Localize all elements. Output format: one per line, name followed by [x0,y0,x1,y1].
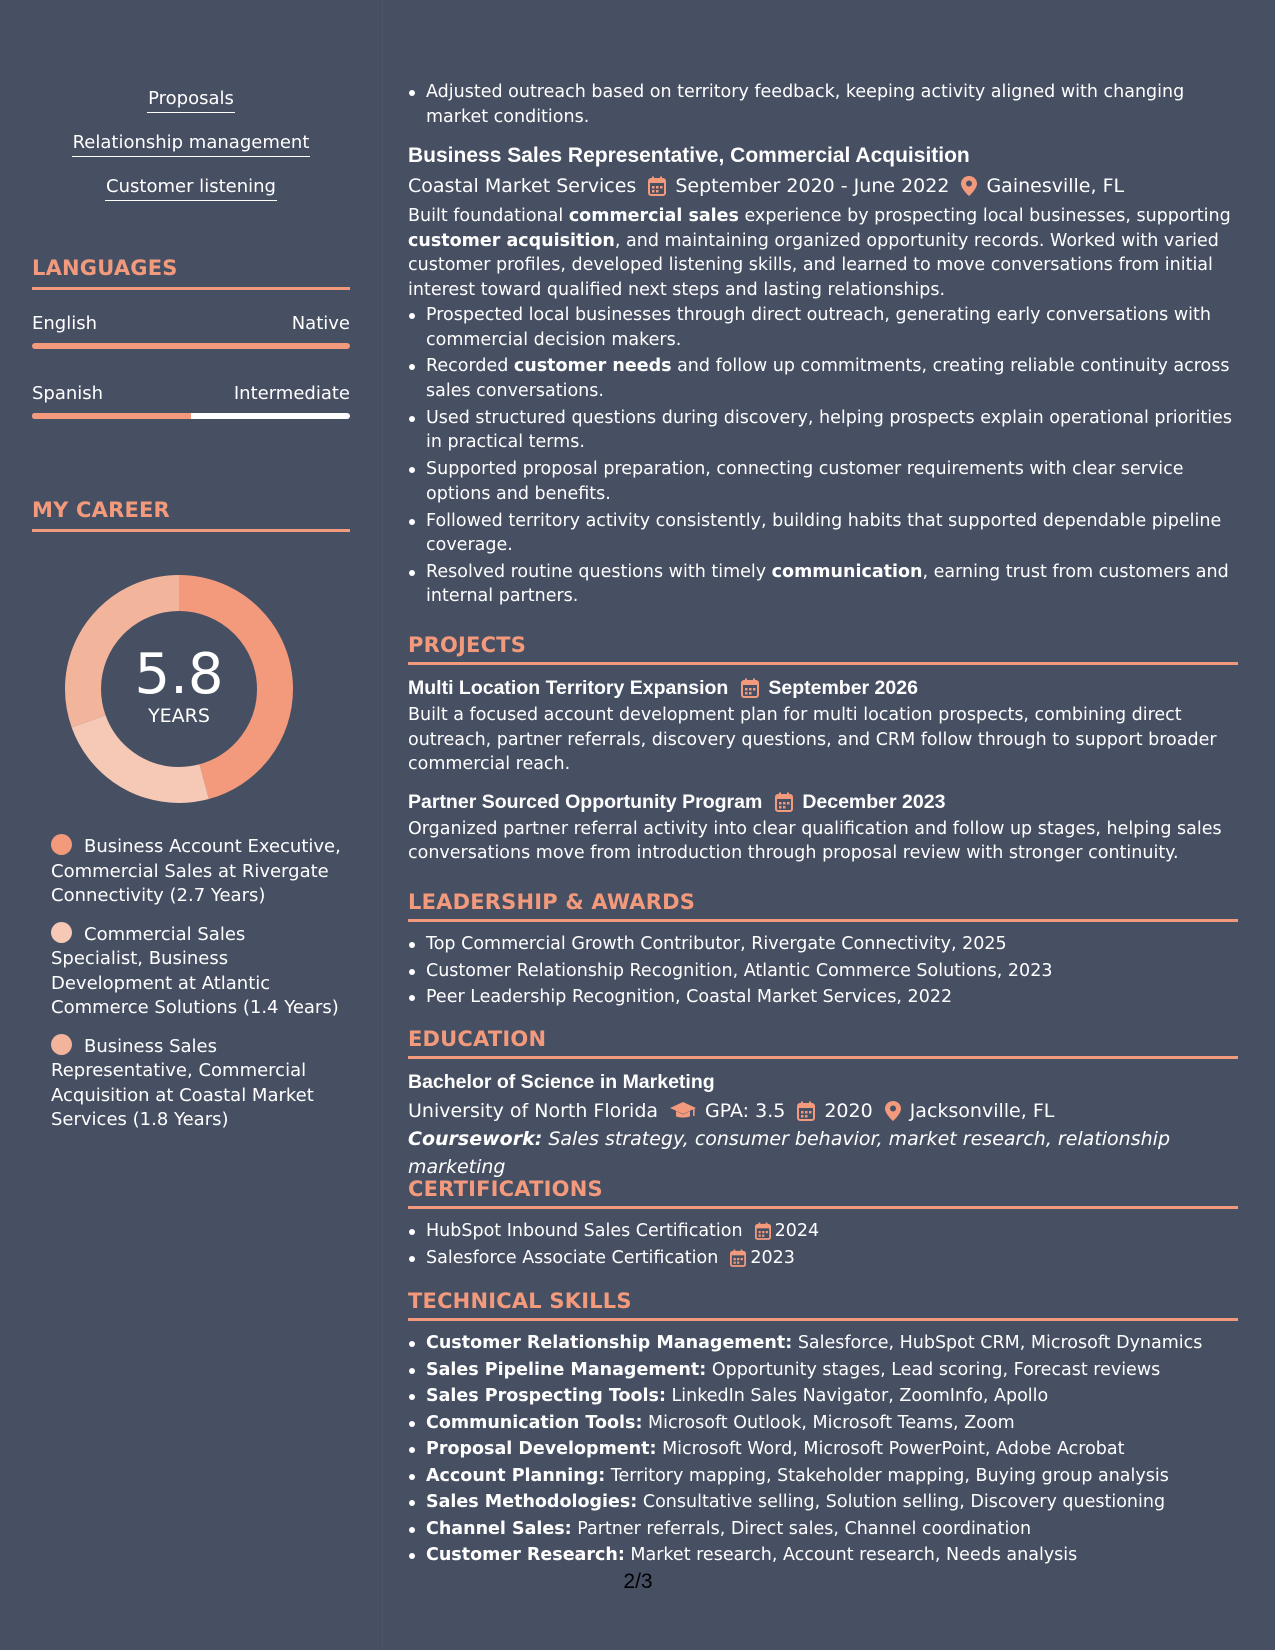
list-item [408,1437,1238,1462]
technical-skills-section [408,1289,1238,1570]
skill-category: Sales Pipeline Management: [426,1359,707,1380]
skill-values: Territory mapping, Stakeholder mapping, Buying group analysis [605,1465,1169,1486]
project-date: December 2023 [802,790,946,813]
bullet-bold: communication [771,561,923,582]
projects-section [408,633,1238,866]
skill-category: Customer Relationship Management: [426,1333,793,1353]
education-section [408,1027,1238,1181]
job-meta [408,172,1238,200]
career-legend-text: Business Account Executive, Commercial Sales at Rivergate Connectivity (2.7 Years) [51,836,341,906]
leadership-list [408,932,1238,1010]
certifications-heading: CERTIFICATIONS [408,1177,1238,1209]
legend-dot [51,834,72,855]
list-item [408,1464,1238,1489]
graduation-year: 2020 [824,1100,873,1122]
calendar-icon [741,678,759,698]
gpa: GPA: 3.5 [705,1100,786,1122]
certifications-section [408,1177,1238,1272]
career-legend-text: Commercial Sales Specialist, Business Development at Atlantic Commerce Solutions (1.4 Years) [51,923,339,1018]
language-proficiency-fill [32,413,191,419]
projects-heading: PROJECTS [408,633,1238,665]
project-title-row [408,675,1238,701]
job-bullets [408,303,1238,609]
language-english [32,312,350,349]
career-legend-item [51,1034,341,1133]
location-pin-icon [885,1101,901,1121]
sidebar [0,0,383,1650]
certification-year: 2024 [774,1221,820,1241]
language-name: Spanish [32,383,104,404]
project-title-row [408,789,1238,815]
project-description: Organized partner referral activity into clear qualification and follow up stages, helping sales conversations move from introduction through proposal review with stronger continuity. [408,818,1222,863]
skill-category: Communication Tools: [426,1412,643,1433]
skill-values: Consultative selling, Solution selling, Discovery questioning [637,1492,1166,1512]
school-name: University of North Florida [408,1100,659,1122]
company-name: Coastal Market Services [408,175,637,197]
skill-category: Customer Research: [426,1545,625,1565]
page-number: 2/3 [623,1570,653,1593]
skill-values: Market research, Account research, Needs analysis [624,1545,1078,1565]
job-summary [408,204,1238,302]
skill-category: Proposal Development: [426,1439,657,1459]
project-description: Built a focused account development plan for multi location prospects, combining direct outreach, partner referrals, discovery questions, and CRM follow through to support broader commercial reach. [408,705,1217,774]
list-item [408,1246,1238,1271]
language-name: English [32,313,97,334]
project-title: Partner Sourced Opportunity Program [408,790,763,813]
summary-text: experience by prospecting local businesses, supporting [738,206,1231,226]
list-item: Prospected local businesses through direct outreach, generating early conversations with commercial decision makers. [408,303,1238,352]
education-meta [408,1097,1238,1125]
summary-bold: commercial sales [568,206,739,226]
project-title: Multi Location Territory Expansion [408,677,729,699]
summary-text: Built foundational [408,206,569,226]
job-dates: September 2020 - June 2022 [675,175,950,197]
language-spanish [32,382,350,419]
bullet-bold: customer needs [513,356,672,377]
list-item [408,560,1238,609]
list-item: Peer Leadership Recognition, Coastal Market Services, 2022 [408,985,1238,1010]
degree-title: Bachelor of Science in Marketing [408,1071,715,1093]
career-legend [51,834,341,1146]
bullet-text: Resolved routine questions with timely [426,561,772,582]
technical-skills-heading: TECHNICAL SKILLS [408,1289,1238,1321]
education-heading: EDUCATION [408,1027,1238,1059]
list-item: Top Commercial Growth Contributor, Rivergate Connectivity, 2025 [408,932,1238,957]
summary-text: , and maintaining organized opportunity records. Worked with varied customer profiles, developed listening skills, and learned to move conversations from initial interest toward qualified next steps and lasting relationships. [408,230,1219,300]
career-donut-center [64,574,294,804]
language-proficiency-bar [32,413,350,419]
summary-bold: customer acquisition [408,230,615,251]
skill-values: Partner referrals, Direct sales, Channel coordination [571,1518,1032,1539]
legend-dot [51,922,72,943]
calendar-icon [775,792,793,812]
bullet-text: Recorded [426,356,514,377]
list-item [408,1490,1238,1515]
location-pin-icon [961,176,977,196]
languages-heading: LANGUAGES [32,256,350,290]
list-item: Used structured questions during discovery, helping prospects explain operational priorities in practical terms. [408,406,1238,455]
technical-skills-list [408,1331,1238,1568]
skill-item: Customer listening [105,174,277,201]
calendar-icon [730,1249,746,1267]
language-level: Native [291,313,350,334]
bullet-text: , earning trust from customers and internal partners. [426,561,1229,607]
skill-values: LinkedIn Sales Navigator, ZoomInfo, Apollo [665,1386,1049,1406]
skills-list [32,86,350,218]
list-item: Supported proposal preparation, connecting customer requirements with clear service options and benefits. [408,457,1238,506]
calendar-icon [755,1222,771,1240]
leadership-section [408,890,1238,1012]
language-proficiency-fill [32,343,350,349]
skill-values: Microsoft Outlook, Microsoft Teams, Zoom [642,1412,1015,1433]
list-item: Adjusted outreach based on territory feedback, keeping activity aligned with changing market conditions. [408,80,1238,129]
career-legend-text: Business Sales Representative, Commercial Acquisition at Coastal Market Services (1.8 Years) [51,1035,314,1130]
leadership-heading: LEADERSHIP & AWARDS [408,890,1238,922]
coursework [408,1125,1238,1181]
certification-name: HubSpot Inbound Sales Certification [426,1221,743,1241]
certification-name: Salesforce Associate Certification [426,1247,719,1268]
language-proficiency-bar [32,343,350,349]
experience-entry [408,142,1238,611]
career-years-unit: YEARS [148,705,210,727]
language-level: Intermediate [233,383,350,404]
job-title: Business Sales Representative, Commercial Acquisition [408,144,970,167]
list-item: Followed territory activity consistently, building habits that supported dependable pipeline coverage. [408,509,1238,558]
skill-category: Channel Sales: [426,1518,572,1539]
skill-values: Salesforce, HubSpot CRM, Microsoft Dynamics [792,1333,1203,1353]
career-legend-item [51,834,341,909]
certifications-list [408,1219,1238,1270]
certification-year: 2023 [750,1247,795,1268]
list-item [408,1517,1238,1542]
skill-category: Account Planning: [426,1465,606,1486]
calendar-icon [797,1101,815,1121]
career-legend-item [51,922,341,1021]
list-item [408,354,1238,403]
list-item [408,1358,1238,1383]
coursework-label: Coursework: [408,1128,543,1150]
list-item [408,1219,1238,1244]
skill-category: Sales Methodologies: [426,1492,638,1512]
graduation-cap-icon [670,1102,696,1120]
education-location: Jacksonville, FL [909,1100,1055,1122]
skill-category: Sales Prospecting Tools: [426,1386,666,1406]
previous-job-bullets [408,80,1238,131]
skill-item: Proposals [147,86,235,113]
list-item [408,1384,1238,1409]
career-total-years: 5.8 [134,642,224,707]
career-heading: MY CAREER [32,498,350,532]
career-donut-chart [64,574,294,804]
list-item [408,1543,1238,1568]
skill-values: Opportunity stages, Lead scoring, Forecast reviews [706,1359,1161,1380]
skill-item: Relationship management [72,130,311,157]
list-item: Customer Relationship Recognition, Atlantic Commerce Solutions, 2023 [408,959,1238,984]
project-date: September 2026 [768,677,918,699]
bullet-text: and follow up commitments, creating reliable continuity across sales conversations. [426,356,1230,401]
legend-dot [51,1034,72,1055]
list-item [408,1331,1238,1356]
list-item [408,1411,1238,1436]
coursework-text: Sales strategy, consumer behavior, market research, relationship marketing [408,1128,1170,1178]
job-location: Gainesville, FL [986,175,1125,197]
skill-values: Microsoft Word, Microsoft PowerPoint, Adobe Acrobat [656,1439,1125,1459]
calendar-icon [648,176,666,196]
